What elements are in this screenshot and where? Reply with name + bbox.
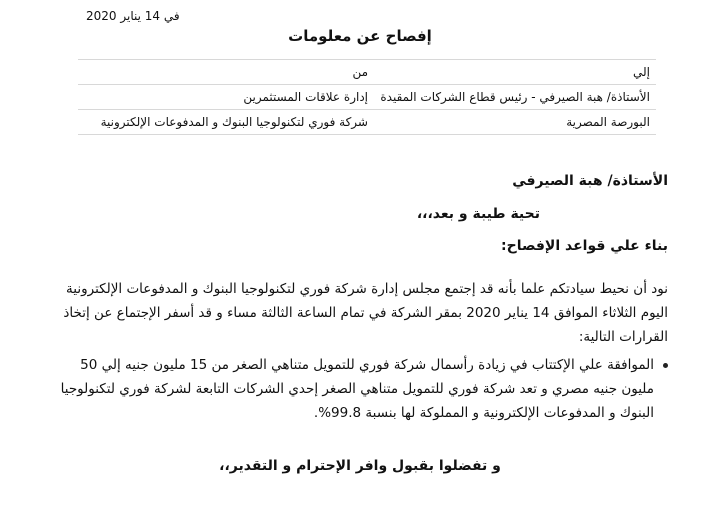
to-label: إلي [374, 60, 656, 85]
sender-department: إدارة علاقات المستثمرين [78, 85, 374, 110]
table-row [78, 110, 656, 135]
recipient-organization: البورصة المصرية [374, 110, 656, 135]
header-table [78, 59, 656, 135]
closing-line: و تفضلوا بقبول وافر الإحترام و التقدير،، [219, 458, 501, 474]
sender-organization: شركة فوري لتكنولوجيا البنوك و المدفوعات الإلكترونية [78, 110, 374, 135]
decision-text: الموافقة علي الإكتتاب في زيادة رأسمال شركة فوري للتمويل متناهي الصغر من 15 مليون جنيه إلي 50 مليون جنيه مصري و تعد شركة فوري للتمويل متناهي الصغر إحدي الشركات التابعة لشركة فوري لتكنولوجيا البنوك و المدفوعات الإلكترونية و المملوكة لها بنسبة 99.8%. [60, 357, 654, 421]
table-row [78, 60, 656, 85]
letter-date: في 14 يناير 2020 [86, 9, 180, 23]
disclosure-basis: بناء علي قواعد الإفصاح: [501, 238, 668, 254]
body-paragraph: نود أن نحيط سيادتكم علما بأنه قد إجتمع مجلس إدارة شركة فوري لتكنولوجيا البنوك و المدفوعات الإلكترونية اليوم الثلاثاء الموافق 14 يناير 2020 بمقر الشركة في تمام الساعة الثالثة مساء و قد أسفر الإجتماع عن إتخاذ القرارات التالية: [63, 281, 668, 345]
bullet-icon [663, 363, 668, 368]
from-label: من [78, 60, 374, 85]
table-row [78, 85, 656, 110]
recipient-name: الأستاذة/ هبة الصيرفي - رئيس قطاع الشركات المقيدة [374, 85, 656, 110]
letter-title: إفصاح عن معلومات [288, 27, 432, 45]
salutation: الأستاذة/ هبة الصيرفي [512, 173, 668, 189]
decision-list-item [58, 353, 668, 425]
greeting: تحية طيبة و بعد،،، [416, 206, 540, 222]
